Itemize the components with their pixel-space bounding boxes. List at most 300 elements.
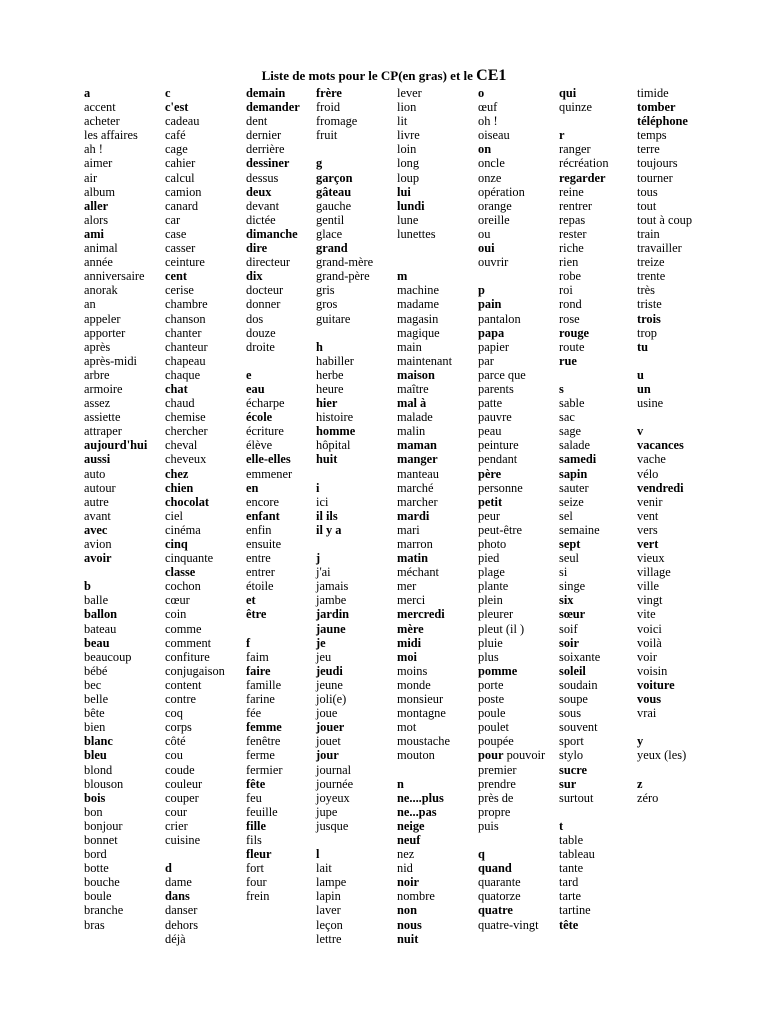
word-item: tableau (559, 847, 595, 862)
word-item: car (165, 212, 181, 227)
word-item: couleur (165, 776, 203, 791)
word-item-cp: quatre (478, 903, 513, 918)
word-item: jeu (316, 649, 332, 664)
word-item: fenêtre (246, 734, 281, 749)
word-item: cerise (165, 283, 194, 298)
word-item: sable (559, 396, 585, 411)
word-item: ferme (246, 748, 275, 763)
word-item: confiture (165, 649, 210, 664)
word-item-cp: trois (637, 311, 661, 326)
word-item-cp: g (316, 156, 323, 171)
word-item-cp: et (246, 593, 256, 608)
word-item: dos (246, 311, 264, 326)
word-item: gauche (316, 198, 352, 213)
word-item: douze (246, 325, 276, 340)
word-item-cp: midi (397, 635, 422, 650)
word-item: directeur (246, 255, 291, 270)
word-item: feu (246, 790, 262, 805)
word-item-cp: jouer (316, 720, 345, 735)
word-item-cp: dimanche (246, 226, 298, 241)
word-item: souvent (559, 720, 598, 735)
word-item: botte (84, 861, 109, 876)
word-item: mari (397, 522, 420, 537)
word-item: cahier (165, 156, 196, 171)
word-item-cp: frère (316, 86, 342, 100)
word-item: derrière (246, 142, 285, 157)
spacer (316, 537, 373, 551)
word-item: dessus (246, 170, 279, 185)
word-item-cp: sucre (559, 762, 587, 777)
word-item: armoire (84, 381, 123, 396)
word-item-cp: moi (397, 649, 417, 664)
word-item-cp: lundi (397, 198, 425, 213)
word-item: voisin (637, 663, 668, 678)
word-item-cp: pomme (478, 663, 518, 678)
word-item-cp: d (165, 861, 172, 876)
word-item-cp: école (246, 410, 273, 425)
word-item: vite (637, 607, 656, 622)
word-item: café (165, 128, 186, 143)
word-item-cp: huit (316, 452, 338, 467)
word-item-cp: b (84, 579, 91, 594)
word-item: bon (84, 804, 103, 819)
word-item-cp: ballon (84, 607, 118, 622)
word-item: lune (397, 212, 419, 227)
word-item: seul (559, 551, 579, 566)
spacer (316, 142, 373, 156)
spacer (246, 622, 300, 636)
word-item: soixante (559, 649, 601, 664)
word-item: usine (637, 396, 664, 411)
word-item: ensuite (246, 537, 282, 551)
word-item-cp: sur (559, 776, 577, 791)
word-item: magasin (397, 311, 439, 326)
word-item-cp: y (637, 734, 644, 749)
word-item: alors (84, 212, 109, 227)
word-item: seize (559, 494, 584, 509)
spacer (316, 467, 373, 481)
word-item-cp: demain (246, 86, 286, 100)
word-item: apporter (84, 325, 126, 340)
word-item: coude (165, 762, 195, 777)
spacer (559, 368, 609, 382)
word-item: tard (559, 875, 579, 890)
word-item: rose (559, 311, 580, 326)
word-item-cp: il y a (316, 522, 342, 537)
word-item: dernier (246, 128, 282, 143)
word-item-cp: pain (478, 297, 502, 312)
word-item: bord (84, 847, 107, 862)
word-item: malin (397, 424, 426, 439)
word-item-cp: cinq (165, 537, 188, 551)
word-item: tourner (637, 170, 673, 185)
word-item-cp: homme (316, 424, 356, 439)
spacer (559, 805, 609, 819)
word-item: voir (637, 649, 657, 664)
word-item: côté (165, 734, 186, 749)
word-item: nez (397, 847, 415, 862)
word-column-1 (84, 86, 147, 932)
word-item: surtout (559, 790, 594, 805)
word-item: chapeau (165, 353, 206, 368)
word-item-cp: jardin (316, 607, 350, 622)
word-item-cp: j (316, 551, 321, 566)
word-item: ah ! (84, 142, 103, 157)
word-item: journal (316, 762, 352, 777)
word-item-cp: sapin (559, 466, 588, 481)
word-column-5 (397, 86, 452, 946)
word-item-cp: matin (397, 551, 428, 566)
word-item: bonnet (84, 832, 118, 847)
word-item: écriture (246, 424, 284, 439)
word-item: œuf (478, 100, 498, 115)
word-item: blouson (84, 776, 124, 791)
word-item-cp: aussi (84, 452, 111, 467)
word-item: fruit (316, 128, 338, 143)
word-item-cp: regarder (559, 170, 606, 185)
word-item: lettre (316, 931, 342, 946)
word-item: récréation (559, 156, 609, 171)
word-item: papier (478, 339, 509, 354)
word-item: oncle (478, 156, 505, 171)
word-item: ici (316, 494, 329, 509)
word-item-cp: demander (246, 100, 300, 115)
word-item: droite (246, 339, 275, 354)
word-item: lapin (316, 889, 341, 904)
word-item: comment (165, 635, 212, 650)
word-item: soif (559, 621, 578, 636)
word-item-cp: je (316, 635, 326, 650)
word-item: reine (559, 184, 584, 199)
word-bold: pour (478, 748, 504, 763)
word-item-cp: eau (246, 381, 265, 396)
word-item-cp: neuf (397, 832, 421, 847)
word-item-cp: enfant (246, 508, 280, 523)
word-item: ranger (559, 142, 591, 157)
word-item: pendant (478, 452, 518, 467)
word-item: gentil (316, 212, 345, 227)
word-item: timide (637, 86, 669, 100)
word-item-cp: h (316, 339, 323, 354)
word-item: avion (84, 537, 112, 551)
word-item-cp: lui (397, 184, 411, 199)
spacer (637, 354, 692, 368)
word-item: jambe (316, 593, 347, 608)
word-item: froid (316, 100, 341, 115)
word-item: pauvre (478, 410, 512, 425)
word-item: contre (165, 692, 196, 707)
word-item: comme (165, 621, 202, 636)
word-item: bateau (84, 621, 117, 636)
word-item: animal (84, 241, 118, 256)
word-item-cp: jour (316, 748, 339, 763)
spacer (246, 354, 300, 368)
word-item-cp: avec (84, 522, 108, 537)
word-item-cp: ami (84, 226, 104, 241)
word-item: herbe (316, 367, 344, 382)
word-item: blond (84, 762, 113, 777)
word-item: dictée (246, 212, 276, 227)
word-item-cp: ne....plus (397, 790, 444, 805)
word-item: quatre-vingt (478, 917, 539, 932)
word-column-3 (246, 86, 300, 903)
word-item-cp: chocolat (165, 494, 210, 509)
word-item: cinéma (165, 522, 201, 537)
word-item: vent (637, 508, 659, 523)
word-item-cp: q (478, 847, 485, 862)
word-item: premier (478, 762, 517, 777)
word-item-cp: p (478, 283, 485, 298)
word-item: mer (397, 579, 417, 594)
word-item-cp: e (246, 367, 252, 382)
word-item: aimer (84, 156, 113, 171)
word-item: livre (397, 128, 420, 143)
spacer (316, 326, 373, 340)
word-item: sage (559, 424, 582, 439)
word-item: stylo (559, 748, 584, 763)
word-item-cp: vert (637, 537, 659, 551)
spacer (637, 763, 692, 777)
word-item-cp: vendredi (637, 480, 684, 495)
word-item: parce que (478, 367, 526, 382)
word-item: vers (637, 522, 658, 537)
word-item-cp: mardi (397, 508, 430, 523)
word-item: vingt (637, 593, 663, 608)
word-column-4 (316, 86, 373, 946)
word-item: j'ai (316, 565, 331, 580)
word-item-cp: v (637, 424, 644, 439)
word-item: album (84, 184, 115, 199)
word-item-cp: ne...pas (397, 804, 437, 819)
word-item: main (397, 339, 422, 354)
word-item: élève (246, 438, 273, 453)
word-item: auto (84, 466, 106, 481)
word-item-cp: u (637, 367, 644, 382)
word-item-cp: vous (637, 692, 662, 707)
word-item-cp: samedi (559, 452, 597, 467)
word-item-cp: bleu (84, 748, 107, 763)
word-item: porte (478, 677, 504, 692)
word-item: marcher (397, 494, 438, 509)
spacer (637, 410, 692, 424)
word-item: branche (84, 903, 124, 918)
word-item: rien (559, 255, 579, 270)
word-item-cp: neige (397, 818, 425, 833)
word-item-cp: tomber (637, 100, 676, 115)
word-item-cp: t (559, 818, 564, 833)
word-item-cp: deux (246, 184, 272, 199)
word-item: yeux (les) (637, 748, 687, 763)
word-item: étoile (246, 579, 274, 594)
word-item-cp: être (246, 607, 267, 622)
word-item: nombre (397, 889, 435, 904)
word-item: roi (559, 283, 573, 298)
word-item: oh ! (478, 114, 498, 129)
word-item: chanter (165, 325, 202, 340)
word-item: entre (246, 551, 271, 566)
word-item: oiseau (478, 128, 510, 143)
word-item: sous (559, 706, 582, 721)
word-item-cp: sœur (559, 607, 586, 622)
word-item: cour (165, 804, 188, 819)
word-item: cadeau (165, 114, 200, 129)
word-item: bouche (84, 875, 120, 890)
word-item: merci (397, 593, 426, 608)
word-item: fée (246, 706, 262, 721)
word-item: malade (397, 410, 433, 425)
word-item: pleut (il ) (478, 621, 525, 636)
word-item: lever (397, 86, 422, 100)
word-item: patte (478, 396, 503, 411)
word-item: docteur (246, 283, 284, 298)
word-item-cp: jeudi (316, 663, 343, 678)
word-item-cp: non (397, 903, 417, 918)
word-item: pied (478, 551, 500, 566)
word-item: après-midi (84, 353, 137, 368)
word-item: poupée (478, 734, 514, 749)
word-item: mouton (397, 748, 435, 763)
word-item: camion (165, 184, 202, 199)
word-item: joli(e) (316, 692, 347, 707)
word-item: dehors (165, 917, 199, 932)
word-item-cp: tu (637, 339, 649, 354)
word-item-cp: gâteau (316, 184, 352, 199)
word-item: temps (637, 128, 667, 143)
word-item: soudain (559, 677, 598, 692)
word-item: monde (397, 677, 431, 692)
word-item: bonjour (84, 818, 123, 833)
word-item-cp: c (165, 86, 171, 100)
word-item: gros (316, 297, 338, 312)
word-item-cp: maison (397, 367, 435, 382)
word-item: voici (637, 621, 662, 636)
word-item-cp: fille (246, 818, 266, 833)
word-item: monsieur (397, 692, 444, 707)
word-item: cuisine (165, 832, 201, 847)
word-item: four (246, 875, 267, 890)
word-item: par (478, 353, 494, 368)
word-item: maître (397, 381, 429, 396)
word-item-cp: s (559, 381, 564, 396)
word-item: calcul (165, 170, 195, 185)
word-item: dame (165, 875, 192, 890)
word-item-cp: père (478, 466, 502, 481)
word-item: attraper (84, 424, 122, 439)
word-item-cp: o (478, 86, 485, 100)
word-item-cp: voiture (637, 677, 675, 692)
word-item: faim (246, 649, 269, 664)
word-item: soupe (559, 692, 588, 707)
word-item: machine (397, 283, 439, 298)
word-item-cp: hier (316, 396, 338, 411)
word-item: village (637, 565, 671, 580)
word-item: chaud (165, 396, 195, 411)
word-item: ceinture (165, 255, 205, 270)
word-item: histoire (316, 410, 354, 425)
word-column-7 (559, 86, 609, 932)
word-item: salade (559, 438, 590, 453)
word-item: case (165, 226, 187, 241)
spacer (637, 720, 692, 734)
word-item: arbre (84, 367, 110, 382)
word-item: leçon (316, 917, 343, 932)
word-item-cp: cent (165, 269, 188, 284)
word-item: tante (559, 861, 584, 876)
spacer (559, 114, 609, 128)
page-title (0, 67, 768, 85)
word-item-cp: l (316, 847, 320, 862)
word-item: jouet (316, 734, 341, 749)
word-item: marché (397, 480, 434, 495)
word-item: avant (84, 508, 111, 523)
word-item: semaine (559, 522, 600, 537)
word-item: laver (316, 903, 341, 918)
word-item: chambre (165, 297, 208, 312)
word-item-cp: mère (397, 621, 424, 636)
word-item-cp: mercredi (397, 607, 445, 622)
word-item: robe (559, 269, 582, 284)
word-item: lit (397, 114, 408, 129)
word-item: prendre (478, 776, 516, 791)
word-item: bête (84, 706, 105, 721)
word-item: grand-père (316, 269, 370, 284)
word-item: conjugaison (165, 663, 225, 678)
word-item: poste (478, 692, 505, 707)
word-item: bras (84, 917, 105, 932)
word-item-cp: quand (478, 861, 512, 876)
spacer (397, 241, 452, 255)
word-item-cp: garçon (316, 170, 353, 185)
word-item: sac (559, 410, 575, 425)
word-item: tous (637, 184, 658, 199)
word-item: chaque (165, 367, 201, 382)
word-item: boule (84, 889, 112, 904)
word-item: onze (478, 170, 502, 185)
word-item-cp: il ils (316, 508, 338, 523)
word-item-cp: a (84, 86, 91, 100)
word-item: entrer (246, 565, 275, 580)
word-item-cp: six (559, 593, 574, 608)
word-item-cp: bois (84, 790, 106, 805)
word-item: table (559, 832, 584, 847)
word-item: hôpital (316, 438, 351, 453)
word-item-cp: blanc (84, 734, 113, 749)
word-item-cp: aujourd'hui (84, 438, 148, 453)
spacer (478, 833, 545, 847)
word-item: heure (316, 381, 344, 396)
word-item: cinquante (165, 551, 214, 566)
word-item-cp: maman (397, 438, 437, 453)
word-item-cp: aller (84, 198, 109, 213)
word-item: montagne (397, 706, 446, 721)
word-item: madame (397, 297, 439, 312)
word-item: cheveux (165, 452, 207, 467)
word-item: vrai (637, 706, 657, 721)
word-item-cp: en (246, 480, 259, 495)
word-item: famille (246, 677, 282, 692)
word-item: peur (478, 508, 501, 523)
word-item: plage (478, 565, 505, 580)
word-item-cp: soir (559, 635, 579, 650)
word-item: sport (559, 734, 584, 749)
word-item-cp: sept (559, 537, 581, 551)
word-item: opération (478, 184, 525, 199)
spacer (84, 565, 147, 579)
word-item: beaucoup (84, 649, 132, 664)
word-item: habiller (316, 353, 354, 368)
word-item: enfin (246, 522, 272, 537)
word-item: chemise (165, 410, 206, 425)
